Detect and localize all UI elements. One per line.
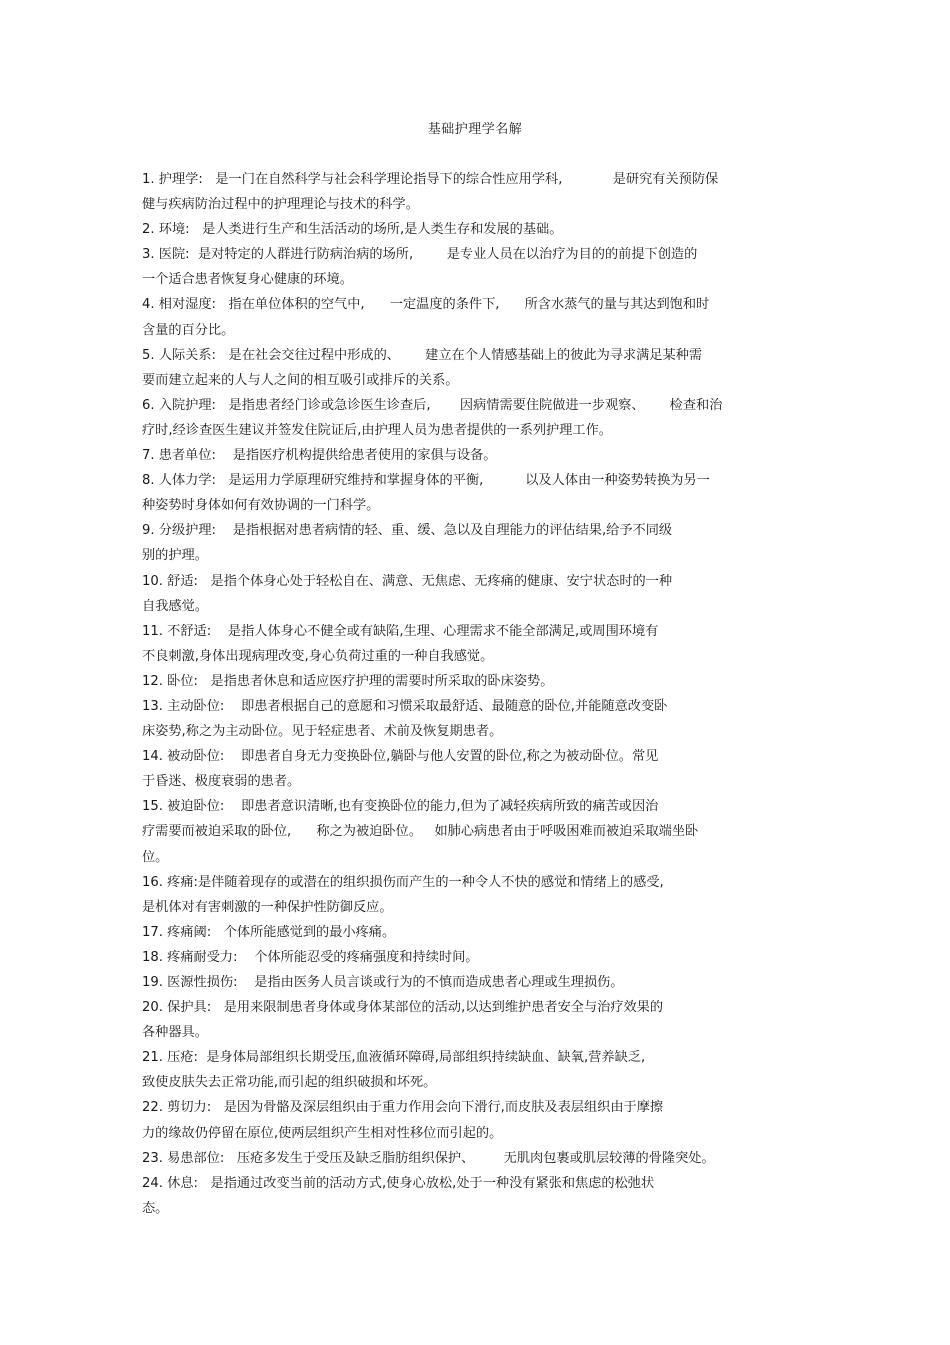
text-line: 15. 被迫卧位: 即患者意识清晰,也有变换卧位的能力,但为了减轻疾病所致的痛苦或因治 — [142, 799, 659, 815]
text-line: 8. 人体力学: 是运用力学原理研究维持和掌握身体的平衡, 以及人体由一种姿势转换为另一 — [142, 473, 710, 489]
text-line: 12. 卧位: 是指患者休息和适应医疗护理的需要时所采取的卧床姿势。 — [142, 673, 554, 689]
text-line: 2. 环境: 是人类进行生产和生活活动的场所,是人类生存和发展的基础。 — [142, 222, 563, 238]
text-line: 要而建立起来的人与人之间的相互吸引或排斥的关系。 — [142, 372, 459, 388]
text-line: 23. 易患部位: 压疮多发生于受压及缺乏脂肪组织保护、 无肌肉包裹或肌层较薄的骨隆突处。 — [142, 1150, 715, 1166]
text-line: 6. 入院护理: 是指患者经门诊或急诊医生诊查后, 因病情需要住院做进一步观察、 检查和治 — [142, 397, 723, 413]
text-line: 16. 疼痛:是伴随着现存的或潜在的组织损伤而产生的一种令人不快的感觉和情绪上的感受, — [142, 874, 664, 890]
text-line: 17. 疼痛阈: 个体所能感觉到的最小疼痛。 — [142, 924, 396, 940]
page-title: 基础护理学名解 — [427, 122, 523, 137]
text-line: 20. 保护具: 是用来限制患者身体或身体某部位的活动,以达到维护患者安全与治疗效果的 — [142, 1000, 664, 1016]
text-line: 位。 — [142, 849, 169, 865]
text-line: 19. 医源性损伤: 是指由医务人员言谈或行为的不慎而造成患者心理或生理损伤。 — [142, 975, 624, 990]
text-line: 21. 压疮: 是身体局部组织长期受压,血液循环障碍,局部组织持续缺血、缺氧,营养缺乏, — [142, 1050, 646, 1066]
text-line: 24. 休息: 是指通过改变当前的活动方式,使身心放松,处于一种没有紧张和焦虑的松弛状 — [142, 1175, 655, 1191]
text-line: 自我感觉。 — [142, 598, 208, 614]
text-line: 10. 舒适: 是指个体身心处于轻松自在、满意、无焦虑、无疼痛的健康、安宁状态时的一种 — [142, 573, 673, 589]
text-line: 4. 相对湿度: 指在单位体积的空气中, 一定温度的条件下, 所含水蒸气的量与其达到饱和时 — [142, 297, 710, 313]
text-line: 致使皮肤失去正常功能,而引起的组织破损和坏死。 — [142, 1075, 437, 1091]
text-line: 18. 疼痛耐受力: 个体所能忍受的疼痛强度和持续时间。 — [142, 949, 479, 965]
text-line: 种姿势时身体如何有效协调的一门科学。 — [142, 498, 380, 514]
text-line: 1. 护理学: 是一门在自然科学与社会科学理论指导下的综合性应用学科, 是研究有关预防保 — [142, 172, 719, 187]
text-line: 态。 — [142, 1200, 169, 1216]
text-line: 床姿势,称之为主动卧位。见于轻症患者、术前及恢复期患者。 — [142, 724, 503, 740]
text-line: 疗需要而被迫采取的卧位, 称之为被迫卧位。 如肺心病患者由于呼吸困难而被迫采取端坐卧 — [142, 824, 699, 840]
text-line: 不良刺激,身体出现病理改变,身心负荷过重的一种自我感觉。 — [142, 648, 494, 664]
text-line: 含量的百分比。 — [142, 322, 235, 338]
text-line: 3. 医院: 是对特定的人群进行防病治病的场所, 是专业人员在以治疗为目的的前提下创造的 — [142, 247, 698, 263]
definition-list — [142, 167, 807, 1221]
text-line: 别的护理。 — [142, 548, 208, 564]
text-line: 疗时,经诊查医生建议并签发住院证后,由护理人员为患者提供的一系列护理工作。 — [142, 422, 612, 438]
text-line: 9. 分级护理: 是指根据对患者病情的轻、重、缓、急以及自理能力的评估结果,给予不同级 — [142, 523, 673, 539]
text-line: 14. 被动卧位: 即患者自身无力变换卧位,躺卧与他人安置的卧位,称之为被动卧位。常见 — [142, 749, 659, 765]
text-line: 于昏迷、极度衰弱的患者。 — [142, 774, 301, 790]
text-line: 是机体对有害刺激的一种保护性防御反应。 — [142, 899, 393, 915]
text-line: 7. 患者单位: 是指医疗机构提供给患者使用的家俱与设备。 — [142, 448, 497, 464]
text-line: 力的缘故仍停留在原位,使两层组织产生相对性移位而引起的。 — [142, 1125, 503, 1141]
text-line: 22. 剪切力: 是因为骨骼及深层组织由于重力作用会向下滑行,而皮肤及表层组织由于摩擦 — [142, 1100, 664, 1116]
text-line: 各种器具。 — [142, 1025, 208, 1041]
text-line: 一个适合患者恢复身心健康的环境。 — [142, 272, 353, 288]
text-line: 13. 主动卧位: 即患者根据自己的意愿和习惯采取最舒适、最随意的卧位,并能随意改变卧 — [142, 698, 668, 714]
text-line: 5. 人际关系: 是在社会交往过程中形成的、 建立在个人情感基础上的彼此为寻求满足某种需 — [142, 347, 703, 363]
text-line: 11. 不舒适: 是指人体身心不健全或有缺陷,生理、心理需求不能全部满足,或周围环境有 — [142, 623, 659, 639]
text-line: 健与疾病防治过程中的护理理论与技术的科学。 — [142, 197, 419, 213]
